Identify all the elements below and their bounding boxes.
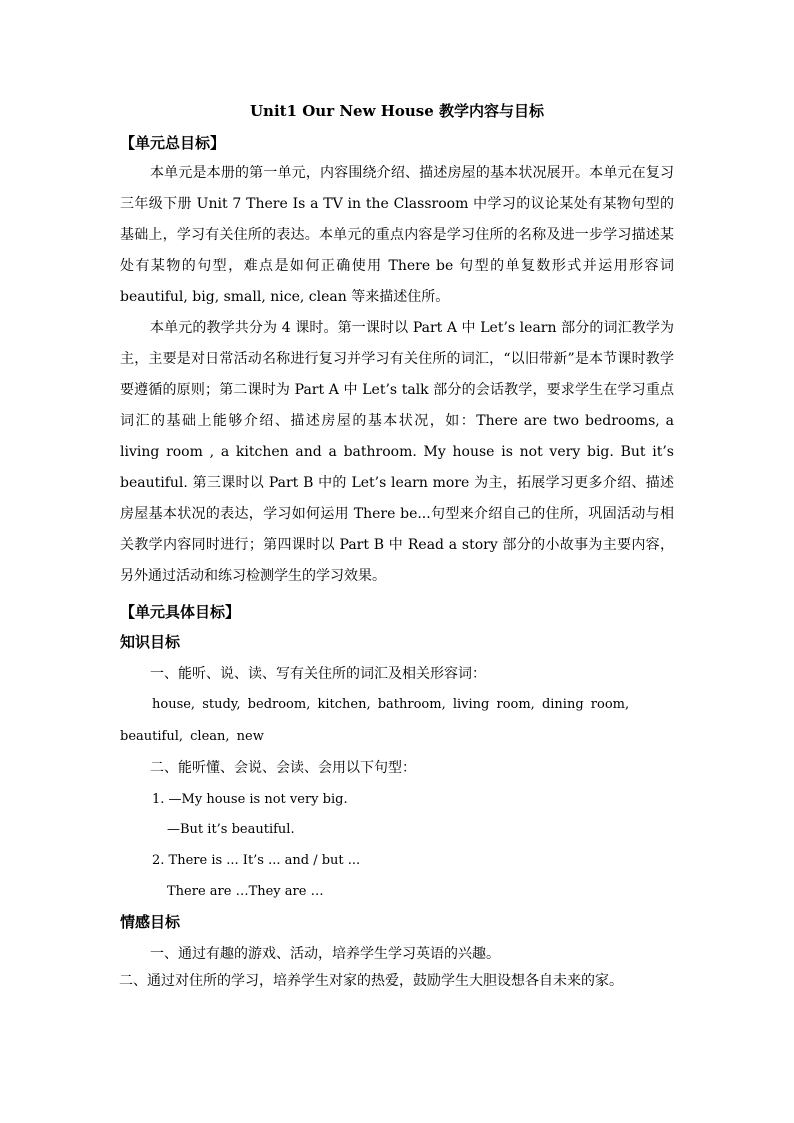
sentence-pattern-1a: 1. —My house is not very big. [152,792,348,807]
unit-goal-paragraph-2: 本单元的教学共分为 4 课时。第一课时以 Part A 中 Let’s learn 部分的词汇教学为主，主要是对日常活动名称进行复习并学习有关住所的词汇，“以旧带新”是本节课时教学要遵循的原则；第二课时为 Part A 中 Let’s talk 部分的会话教学，要求学生在学习重点词汇的基础上能够介绍、描述房屋的基本状况，如：There are two bedrooms, a living room , a kitchen and a bathroom. My house is not very big. But it’s beautiful. 第三课时以 Part B 中的 Let’s learn more 为主，拓展学习更多介绍、描述房屋基本状况的表达，学习如何运用 There be...句型来介绍自己的住所，巩固活动与相关教学内容同时进行；第四课时以 Part B 中 Read a story 部分的小故事为主要内容，另外通过活动和练习检测学生的学习效果。 [120,320,674,584]
document-title: Unit1 Our New House 教学内容与目标 [249,102,545,120]
sentence-pattern-2b: There are …They are … [167,884,324,899]
knowledge-item-2: 二、能听懂、会说、会读、会用以下句型： [150,760,416,776]
knowledge-item-1: 一、能听、说、读、写有关住所的词汇及相关形容词： [150,666,486,682]
emotion-goals-heading: 情感目标 [120,913,181,931]
unit-goal-heading: 【单元总目标】 [120,134,226,152]
vocabulary-list: house, study, bedroom, kitchen, bathroom, living room, dining room, beautiful, clean, new [120,697,630,744]
knowledge-goals-heading: 知识目标 [120,633,181,651]
sentence-pattern-2a: 2. There is ... It’s ... and / but ... [152,853,361,868]
emotion-item-1: 一、通过有趣的游戏、活动，培养学生学习英语的兴趣。 [150,946,500,962]
sentence-pattern-1b: —But it’s beautiful. [167,822,295,837]
specific-goals-heading: 【单元具体目标】 [120,603,241,621]
unit-goal-paragraph-1: 本单元是本册的第一单元，内容围绕介绍、描述房屋的基本状况展开。本单元在复习三年级下册 Unit 7 There Is a TV in the Classroom 中学习的议论某处有某物句型的基础上，学习有关住所的表达。本单元的重点内容是学习住所的名称及进一步学习描述某处有某物的句型，难点是如何正确使用 There be 句型的单复数形式并运用形容词 beautiful, big, small, nice, clean 等来描述住所。 [120,165,674,305]
emotion-item-2: 二、通过对住所的学习，培养学生对家的热爱，鼓励学生大胆设想各自未来的家。 [119,973,623,989]
